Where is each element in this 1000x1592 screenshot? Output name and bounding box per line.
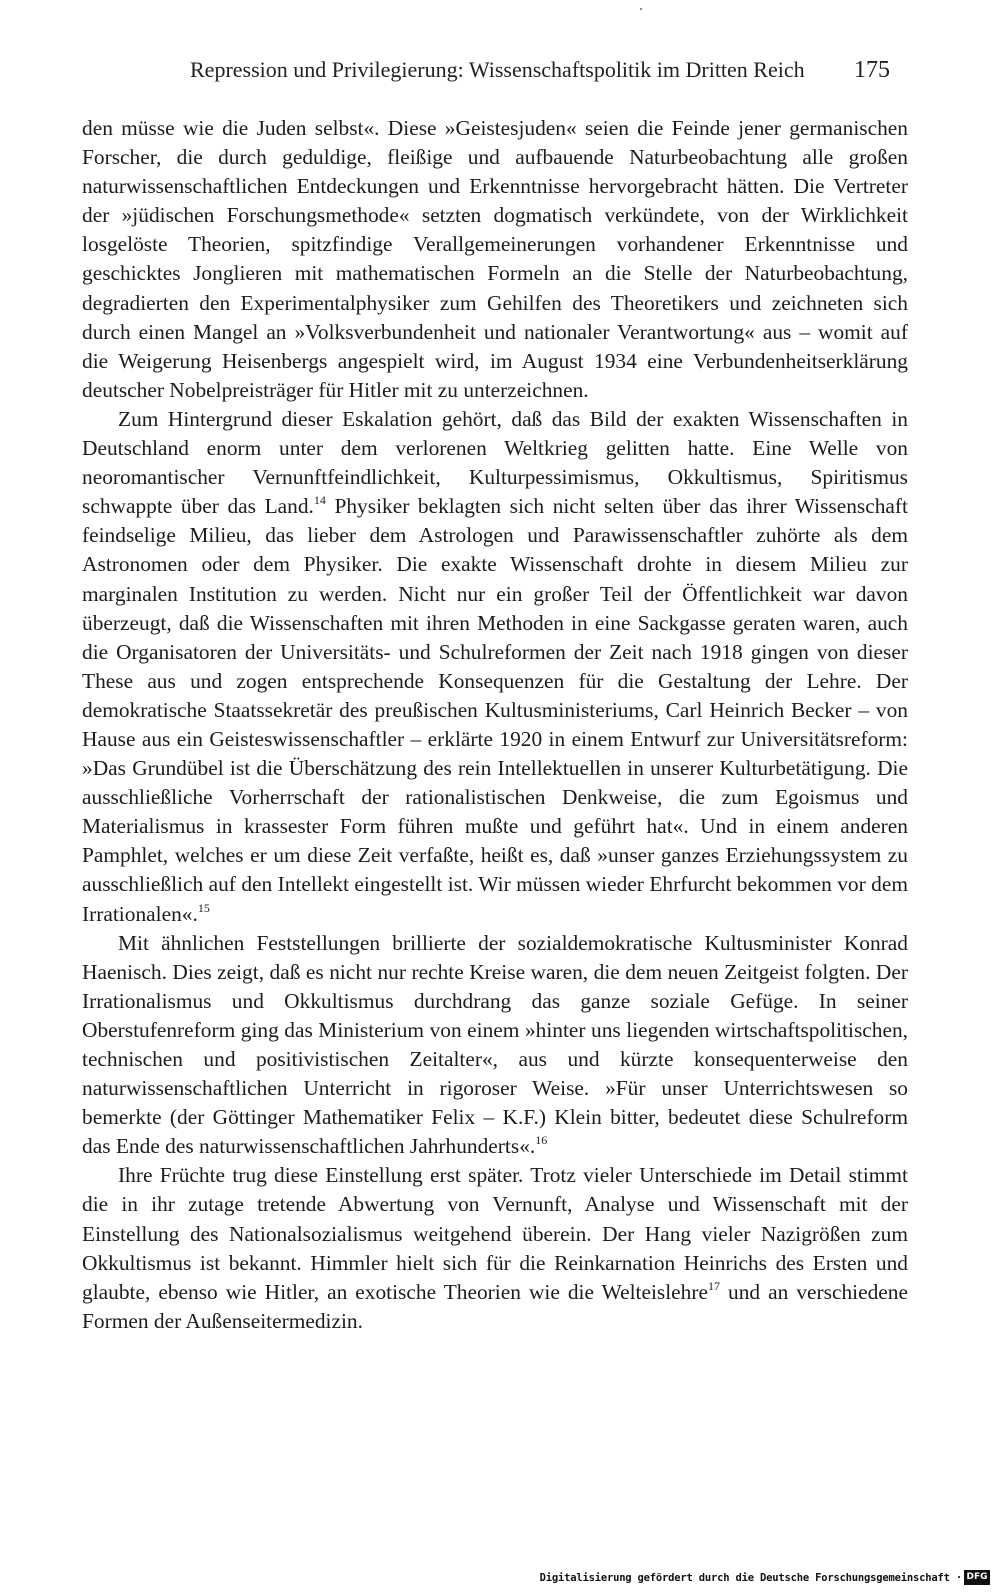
paragraph-4: Ihre Früchte trug diese Einstellung erst später. Trotz vieler Unterschiede im Detail stimmt die in ihr zutage tretende Abwertung von Vernunft, Analyse und Wissenschaft mit der Einstellung des Nationalsozialismus weitgehend überein. Der Hang vieler Nazigrößen zum Okkultismus ist bekannt. Himmler hielt sich für die Reinkarnation Heinrichs des Ersten und glaubte, ebenso wie Hitler, an exotische Theorien wie die Welteislehre$^{17}$ und an verschiedene Formen der Außenseitermedizin. [82, 1163, 908, 1333]
footnote-ref-17: 17 [708, 1278, 720, 1293]
footnote-ref-15: 15 [197, 900, 210, 915]
running-title: Repression und Privilegierung: Wissenschaftspolitik im Dritten Reich [190, 57, 805, 82]
paragraph-1: den müsse wie die Juden selbst«. Diese »Geistesjuden« seien die Feinde jener germanischen Forscher, die durch geduldige, fleißige und aufbauende Naturbeobachtung alle großen naturwissenschaftlichen Entdeckungen und Erkenntnisse hervorgebracht hätten. Die Vertreter der »jüdischen Forschungsmethode« setzten dogmatisch verkündete, von der Wirklichkeit losgelöste Theorien, spitzfindige Verallgemeinerungen vorhandener Erkenntnisse und geschicktes Jonglieren mit mathematischen Formeln an die Stelle der Naturbeobachtung, degradierten den Experimentalphysiker zum Gehilfen des Theoretikers und zeichneten sich durch einen Mangel an »Volksverbundenheit und nationaler Verantwortung« aus – womit auf die Weigerung Heisenbergs angespielt wird, im August 1934 eine Verbundenheitserklärung deutscher Nobelpreisträger für Hitler mit zu unterzeichnen. [82, 116, 908, 402]
scan-speck [640, 8, 642, 10]
page-number: 175 [854, 57, 890, 83]
digitization-credit: Digitalisierung gefördert durch die Deutsche Forschungsgemeinschaft · [539, 1572, 962, 1584]
digitization-footer [0, 1566, 1000, 1592]
body-text [82, 114, 908, 1336]
paragraph-3: Mit ähnlichen Feststellungen brillierte der sozialdemokratische Kultusminister Konrad Haenisch. Dies zeigt, daß es nicht nur rechte Kreise waren, die dem neuen Zeitgeist folgten. Der Irrationalismus und Okkultismus durchdrang das ganze soziale Gefüge. In seiner Oberstufenreform ging das Ministerium von einem »hinter uns liegenden wirtschaftspolitischen, technischen und positivistischen Zeitalter«, aus und kürzte konsequenterweise den naturwissenschaftlichen Unterricht in rigoroser Weise. »Für unser Unterrichtswesen so bemerkte (der Göttinger Mathematiker Felix – K.F.) Klein bitter, bedeutet diese Schulreform das Ende des naturwissenschaftlichen Jahrhunderts«.$^{16}$ [82, 930, 908, 1159]
footnote-ref-14: 14 [313, 493, 326, 508]
footnote-ref-16: 16 [535, 1133, 548, 1148]
paragraph-2: Zum Hintergrund dieser Eskalation gehört, daß das Bild der exakten Wissenschaften in Deutschland enorm unter dem verlorenen Weltkrieg gelitten hatte. Eine Welle von neoromantischer Vernunftfeindlichkeit, Kulturpessimismus, Okkultismus, Spiritismus schwappte über das Land.$^{14}$ Physiker beklagten sich nicht selten über das ihrer Wissenschaft feindselige Milieu, das lieber dem Astrologen und Parawissenschaftler zuhörte als dem Astronomen oder dem Physiker. Die exakte Wissenschaft drohte in diesem Milieu zur marginalen Institution zu werden. Nicht nur ein großer Teil der Öffentlichkeit war davon überzeugt, daß die Wissenschaften mit ihren Methoden in eine Sackgasse geraten waren, auch die Organisatoren der Universitäts- und Schulreformen der Zeit nach 1918 gingen von dieser These aus und zogen entsprechende Konsequenzen für die Gestaltung der Lehre. Der demokratische Staatssekretär des preußischen Kultusministeriums, Carl Heinrich Becker – von Hause aus ein Geisteswissenschaftler – erklärte 1920 in einem Entwurf zur Universitätsreform: »Das Grundübel ist die Überschätzung des rein Intellektuellen in unserer Kulturbetätigung. Die ausschließliche Vorherrschaft der rationalistischen Denkweise, die zum Egoismus und Materialismus in krassester Form führen mußte und geführt hat«. Und in einem anderen Pamphlet, welches er um diese Zeit verfaßte, heißt es, daß »unser ganzes Erziehungssystem zu ausschließlich auf den Intellekt eingestellt ist. Wir müssen wieder Ehrfurcht bekommen vor dem Irrationalen«.$^{15}$ [82, 406, 908, 926]
dfg-logo: DFG [964, 1570, 990, 1585]
